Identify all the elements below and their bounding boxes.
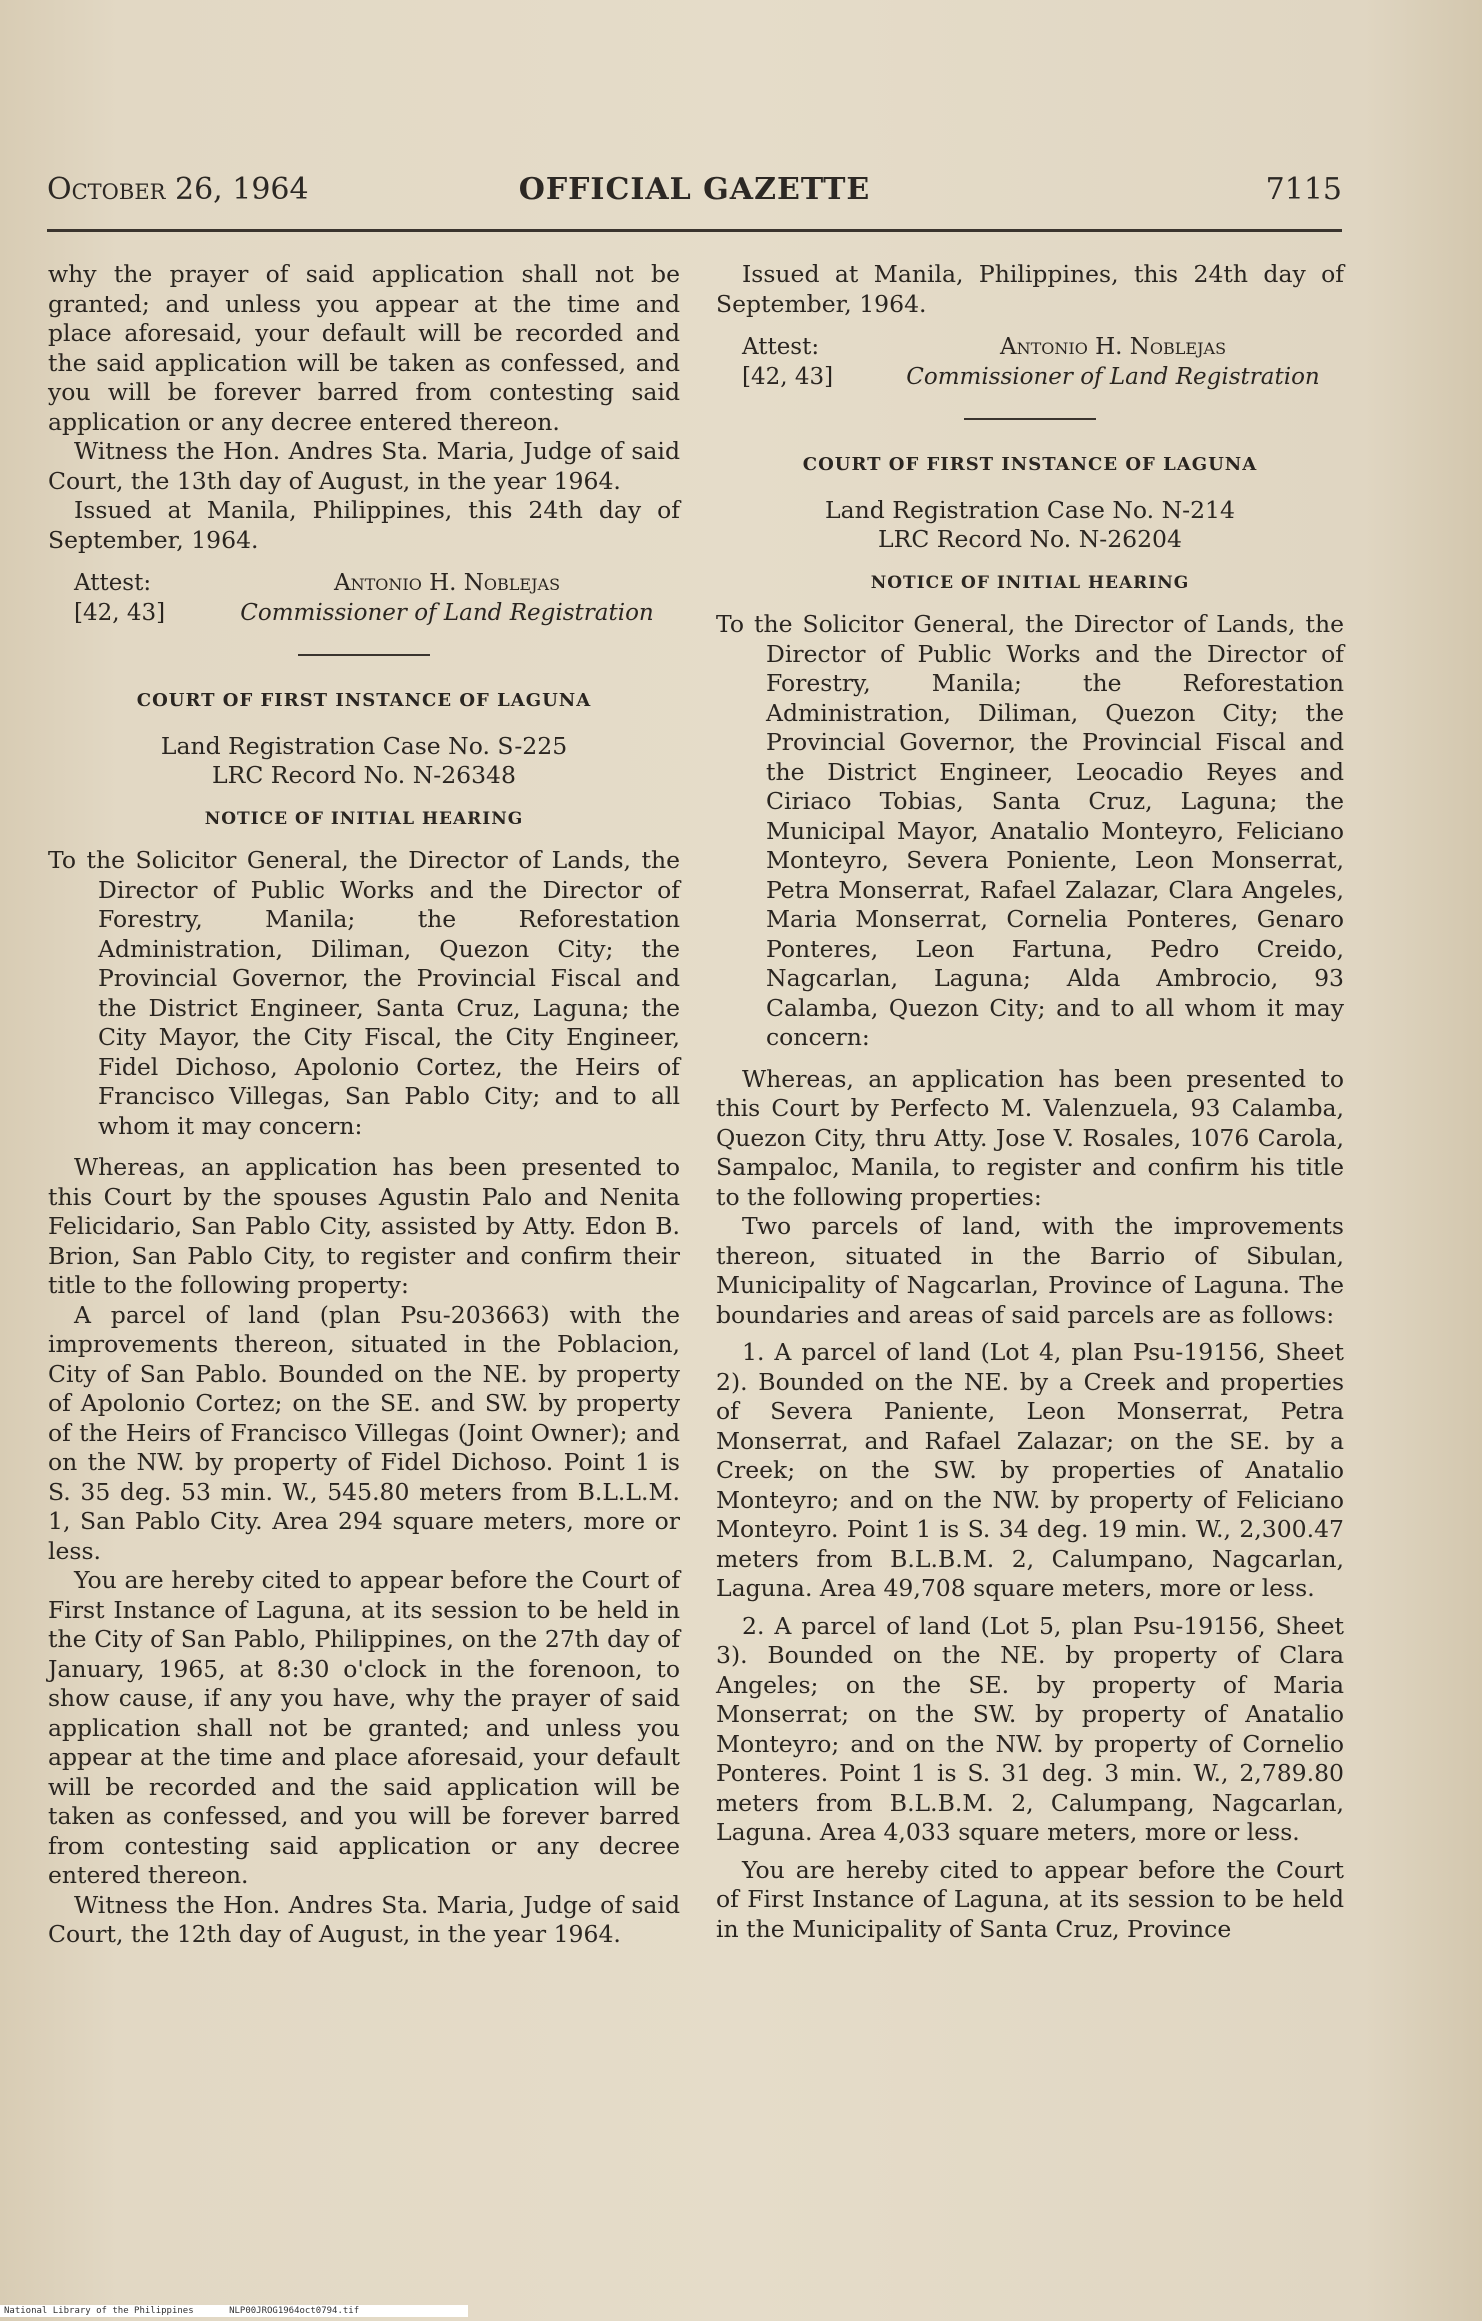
left-column (48, 260, 680, 1950)
attest-label-2: Attest: (742, 334, 820, 360)
notice-heading: NOTICE OF INITIAL HEARING (204, 808, 524, 829)
notice-ref-2: [42, 43] (742, 363, 834, 390)
attest-label: Attest: (74, 570, 152, 596)
section-divider-2 (964, 418, 1096, 420)
lrc-record-number-2: LRC Record No. N-26204 (878, 525, 1182, 553)
page-header (47, 172, 1342, 222)
attest-title-row-2 (742, 363, 1344, 393)
two-parcels-paragraph: Two parcels of land, with the improvements thereon, situated in the Barrio of Sibulan, Municipality of Nagcarlan, Province of Laguna. The boundaries and areas of said parcels are as follows: (716, 1212, 1344, 1329)
witness-paragraph: Witness the Hon. Andres Sta. Maria, Judge of said Court, the 13th day of August, in the year 1964. (48, 437, 680, 495)
whereas-paragraph: Whereas, an application has been presented to this Court by the spouses Agustin Palo and Nenita Felicidario, San Pablo City, assisted by Atty. Edon B. Brion, San Pablo City, to register and confirm their title to the following property: (48, 1153, 680, 1299)
library-label: National Library of the Philippines (4, 2306, 194, 2316)
commissioner-name: Antonio H. Noblejas (333, 570, 561, 596)
parcel-paragraph: A parcel of land (plan Psu-203663) with the improvements thereon, situated in the Poblacion, City of San Pablo. Bounded on the NE. by property of Apolonio Cortez; on the SE. and SW. by property of the Heirs of Francisco Villegas (Joint Owner); and on the NW. by property of Fidel Dichoso. Point 1 is S. 35 deg. 53 min. W., 545.80 meters from B.L.L.M. 1, San Pablo City. Area 294 square meters, more or less. (48, 1300, 680, 1565)
parcel-2-paragraph: 2. A parcel of land (Lot 5, plan Psu-19156, Sheet 3). Bounded on the NE. by property of Clara Angeles; on the SE. by property of Maria Monserrat; on the SW. by property of Anatalio Monteyro; and on the NW. by property of Cornelio Ponteres. Point 1 is S. 31 deg. 3 min. W., 2,789.80 meters from B.L.B.M. 2, Calumpang, Nagcarlan, Laguna. Area 4,033 square meters, more or less. (716, 1611, 1344, 1846)
cited-paragraph: You are hereby cited to appear before the Court of First Instance of Laguna, at its session to be held in the City of San Pablo, Philippines, on the 27th day of January, 1965, at 8:30 o'clock in the forenoon, to show cause, if any you have, why the prayer of said application shall not be granted; and unless you appear at the time and place aforesaid, your default will be recorded and the said application will be taken as confessed, and you will be forever barred from contesting said application or any decree entered thereon. (48, 1566, 680, 1889)
notice-ref: [42, 43] (74, 599, 166, 626)
case-number-2: Land Registration Case No. N-214 (825, 495, 1235, 524)
parcel-1-paragraph: 1. A parcel of land (Lot 4, plan Psu-19156, Sheet 2). Bounded on the NE. by a Creek and properties of Severa Paniente, Leon Monserrat, Petra Monserrat, and Rafael Zalazar; on the SE. by a Creek; on the SW. by properties of Anatalio Monteyro; and on the NW. by property of Feliciano Monteyro. Point 1 is S. 34 deg. 19 min. W., 2,300.47 meters from B.L.B.M. 2, Calumpano, Nagcarlan, Laguna. Area 49,708 square meters, more or less. (716, 1338, 1344, 1602)
notice-heading-2: NOTICE OF INITIAL HEARING (870, 572, 1190, 593)
case-number: Land Registration Case No. S-225 (160, 731, 568, 760)
address-paragraph: To the Solicitor General, the Director of Lands, the Director of Public Works and the Director of Forestry, Manila; the Reforestation Administration, Diliman, Quezon City; the Provincial Governor, the Provincial Fiscal and the District Engineer, Santa Cruz, Laguna; the City Mayor, the City Fiscal, the City Engineer, Fidel Dichoso, Apolonio Cortez, the Heirs of Francisco Villegas, San Pablo City; and to all whom it may concern: (48, 846, 680, 1140)
issue-date: October 26, 1964 (47, 172, 309, 207)
attest-block-2 (742, 333, 1344, 363)
issued-paragraph: Issued at Manila, Philippines, this 24th day of September, 1964. (48, 496, 680, 554)
commissioner-name-2: Antonio H. Noblejas (999, 334, 1227, 360)
attest-title-row (74, 599, 680, 629)
whereas-paragraph-2: Whereas, an application has been presented to this Court by Perfecto M. Valenzuela, 93 Calamba, Quezon City, thru Atty. Jose V. Rosales, 1076 Carola, Sampaloc, Manila, to register and confirm his title to the following properties: (716, 1064, 1344, 1211)
attest-block (74, 569, 680, 599)
court-heading-2: COURT OF FIRST INSTANCE OF LAGUNA (802, 454, 1258, 475)
scan-footer (0, 2305, 468, 2317)
header-rule (47, 229, 1342, 232)
continued-paragraph: why the prayer of said application shall not be granted; and unless you appear at the time and place aforesaid, your default will be recorded and the said application will be taken as confessed, and you will be forever barred from contesting said application or any decree entered thereon. (48, 260, 680, 436)
witness-paragraph-2: Witness the Hon. Andres Sta. Maria, Judge of said Court, the 12th day of August, in the year 1964. (48, 1890, 680, 1948)
section-divider (298, 654, 430, 656)
right-column (716, 260, 1344, 1944)
court-heading: COURT OF FIRST INSTANCE OF LAGUNA (136, 690, 592, 711)
gazette-title: OFFICIAL GAZETTE (518, 172, 871, 207)
cited-paragraph-2: You are hereby cited to appear before the Court of First Instance of Laguna, at its session to be held in the Municipality of Santa Cruz, Province (716, 1855, 1344, 1943)
file-name: NLP00JROG1964oct0794.tif (229, 2306, 360, 2316)
address-paragraph-2: To the Solicitor General, the Director of Lands, the Director of Public Works and the Director of Forestry, Manila; the Reforestation Administration, Diliman, Quezon City; the Provincial Governor, the Provincial Fiscal and the District Engineer, Leocadio Reyes and Ciriaco Tobias, Santa Cruz, Laguna; the Municipal Mayor, Anatalio Monteyro, Feliciano Monteyro, Severa Poniente, Leon Monserrat, Petra Monserrat, Rafael Zalazar, Clara Angeles, Maria Monserrat, Cornelia Ponteres, Genaro Ponteres, Leon Fartuna, Pedro Creido, Nagcarlan, Laguna; Alda Ambrocio, 93 Calamba, Quezon City; and to all whom it may concern: (716, 610, 1344, 1051)
commissioner-title-2: Commissioner of Land Registration (906, 363, 1320, 390)
lrc-record-number: LRC Record No. N-26348 (212, 761, 516, 789)
issued-paragraph-2: Issued at Manila, Philippines, this 24th day of September, 1964. (716, 260, 1344, 318)
page-number: 7115 (1265, 172, 1342, 207)
commissioner-title: Commissioner of Land Registration (240, 599, 654, 626)
